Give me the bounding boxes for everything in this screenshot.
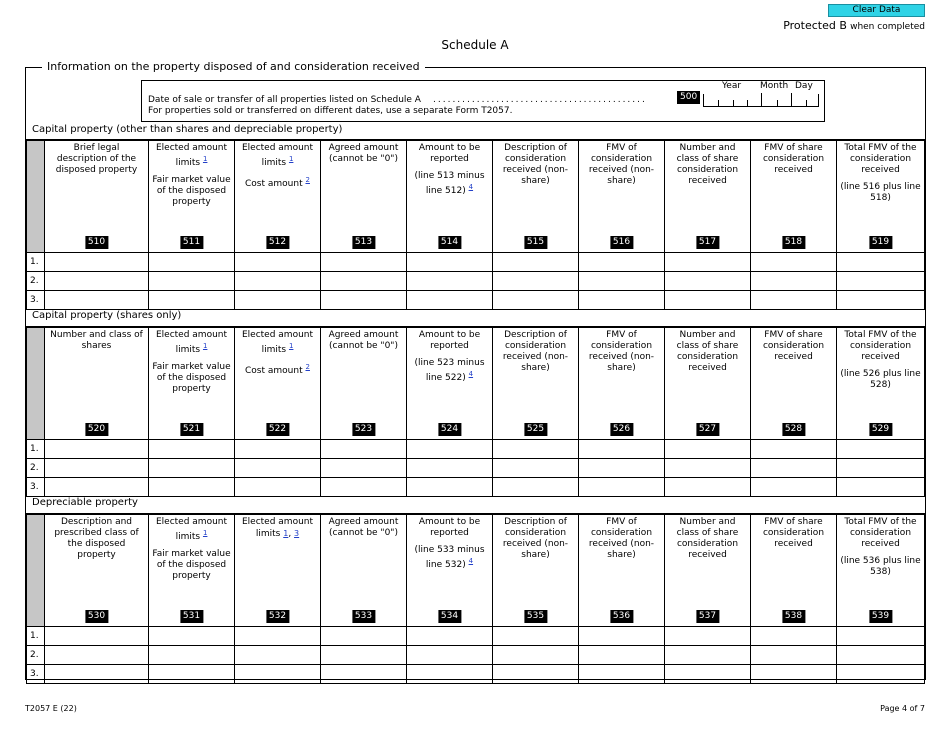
capital-property-table — [26, 140, 925, 310]
col-header-fmv-share: FMV of share consideration received 518 — [762, 143, 825, 247]
date-note: For properties sold or transferred on different dates, use a separate Form T2057. — [148, 106, 513, 116]
form-id: T2057 E (22) — [25, 704, 77, 713]
frame-legend: Information on the property disposed of and consideration received — [42, 60, 425, 73]
col-header-consideration-desc: Description of consideration received (non-share) 535 — [502, 517, 569, 621]
clear-data-button[interactable]: Clear Data — [828, 4, 925, 17]
col-header-fmv-consideration: FMV of consideration received (non-share) 536 — [588, 517, 655, 621]
table-row: 3. — [27, 478, 925, 497]
col-header-fmv-share: FMV of share consideration received 538 — [762, 517, 825, 621]
footnote-link[interactable]: 1 — [202, 155, 208, 163]
table-row: 2. — [27, 272, 925, 291]
col-header-share-class: Number and class of share consideration received 527 — [676, 330, 739, 434]
col-header-share-class: Number and class of share consideration received 517 — [676, 143, 739, 247]
day-label: Day — [795, 81, 813, 91]
footnote-link[interactable]: 2 — [305, 176, 310, 184]
shares-table — [26, 327, 925, 497]
col-header-consideration-desc: Description of consideration received (non-share) 515 — [502, 143, 569, 247]
protected-b-text: Protected B — [783, 19, 847, 32]
col-header-share-class: Number and class of share consideration received 537 — [676, 517, 739, 621]
section-title-depreciable: Depreciable property — [26, 494, 926, 514]
col-header-agreed-amount: Agreed amount (cannot be "0") 533 — [328, 517, 399, 621]
footnote-link[interactable]: 1 — [288, 155, 294, 163]
col-header-agreed-amount: Agreed amount (cannot be "0") 513 — [328, 143, 399, 247]
col-header-fmv-consideration: FMV of consideration received (non-share) 516 — [588, 143, 655, 247]
footnote-link[interactable]: 1 — [202, 529, 208, 537]
col-header-fmv-share: FMV of share consideration received 528 — [762, 330, 825, 434]
depreciable-table — [26, 514, 925, 684]
year-label: Year — [722, 81, 742, 91]
col-header-fmv-disposed: Elected amount limits $^1$ Fair market value of the disposed property 521 — [152, 330, 231, 434]
col-header-amount-reported: Amount to be reported (line 513 minus line 512) $^4$ 514 — [414, 143, 485, 247]
col-header-description-class: Description and prescribed class of the disposed property 530 — [54, 517, 139, 621]
date-box — [141, 80, 825, 122]
col-header-cost-amount: Elected amount limits $^1$ Cost amount $^2$ 522 — [241, 330, 314, 434]
table-row: 3. — [27, 665, 925, 684]
page-number: Page 4 of 7 — [880, 704, 925, 713]
col-header-total-fmv: Total FMV of the consideration received (line 516 plus line 518) 519 — [840, 143, 921, 247]
month-label: Month — [760, 81, 789, 91]
date-input[interactable] — [703, 94, 819, 107]
footnote-link[interactable]: 1 — [202, 342, 208, 350]
col-header-amount-reported: Amount to be reported (line 523 minus line 522) $^4$ 524 — [414, 330, 485, 434]
footnote-link[interactable]: 4 — [468, 183, 474, 191]
col-header-fmv-disposed: Elected amount limits $^1$ Fair market value of the disposed property 511 — [152, 143, 231, 247]
col-header-cost-amount: Elected amount limits $^1$ Cost amount $^2$ 512 — [241, 143, 314, 247]
footnote-link[interactable]: 1 — [283, 529, 289, 538]
col-header-total-fmv: Total FMV of the consideration received (line 526 plus line 528) 529 — [840, 330, 921, 434]
col-header-consideration-desc: Description of consideration received (non-share) 525 — [502, 330, 569, 434]
col-header-agreed-amount: Agreed amount (cannot be "0") 523 — [328, 330, 399, 434]
footnote-link[interactable]: 4 — [468, 370, 474, 378]
protected-b-label — [783, 19, 925, 32]
when-completed-text: when completed — [850, 22, 925, 32]
table-row: 2. — [27, 646, 925, 665]
date-label: Date of sale or transfer of all properties listed on Schedule A — [148, 95, 421, 105]
col-header-fmv-consideration: FMV of consideration received (non-share) 526 — [588, 330, 655, 434]
col-header-amount-reported: Amount to be reported (line 533 minus line 532) $^4$ 534 — [414, 517, 485, 621]
table-row: 1. — [27, 440, 925, 459]
section-title-capital-property: Capital property (other than shares and depreciable property) — [26, 122, 926, 140]
section-title-shares: Capital property (shares only) — [26, 307, 926, 327]
table-row: 1. — [27, 253, 925, 272]
page-title: Schedule A — [441, 38, 509, 52]
footnote-link[interactable]: 3 — [294, 529, 300, 538]
date-dots: ............................................ — [433, 95, 647, 105]
col-header-description: Brief legal description of the disposed property 510 — [55, 143, 138, 247]
table-row: 2. — [27, 459, 925, 478]
table-row: 3. — [27, 291, 925, 310]
footnote-link[interactable]: 4 — [468, 557, 474, 565]
col-header-fmv-disposed: Elected amount limits $^1$ Fair market value of the disposed property 531 — [152, 517, 231, 621]
col-header-total-fmv: Total FMV of the consideration received (line 536 plus line 538) 539 — [840, 517, 921, 621]
footnote-link[interactable]: 2 — [305, 363, 310, 371]
footnote-link[interactable]: 1 — [288, 342, 294, 350]
col-header-elected-limits: Elected amount limits 1, 3 532 — [241, 517, 314, 621]
col-header-share-number-class: Number and class of shares 520 — [50, 330, 143, 434]
line-code-500: 500 — [677, 91, 700, 104]
table-row: 1. — [27, 627, 925, 646]
